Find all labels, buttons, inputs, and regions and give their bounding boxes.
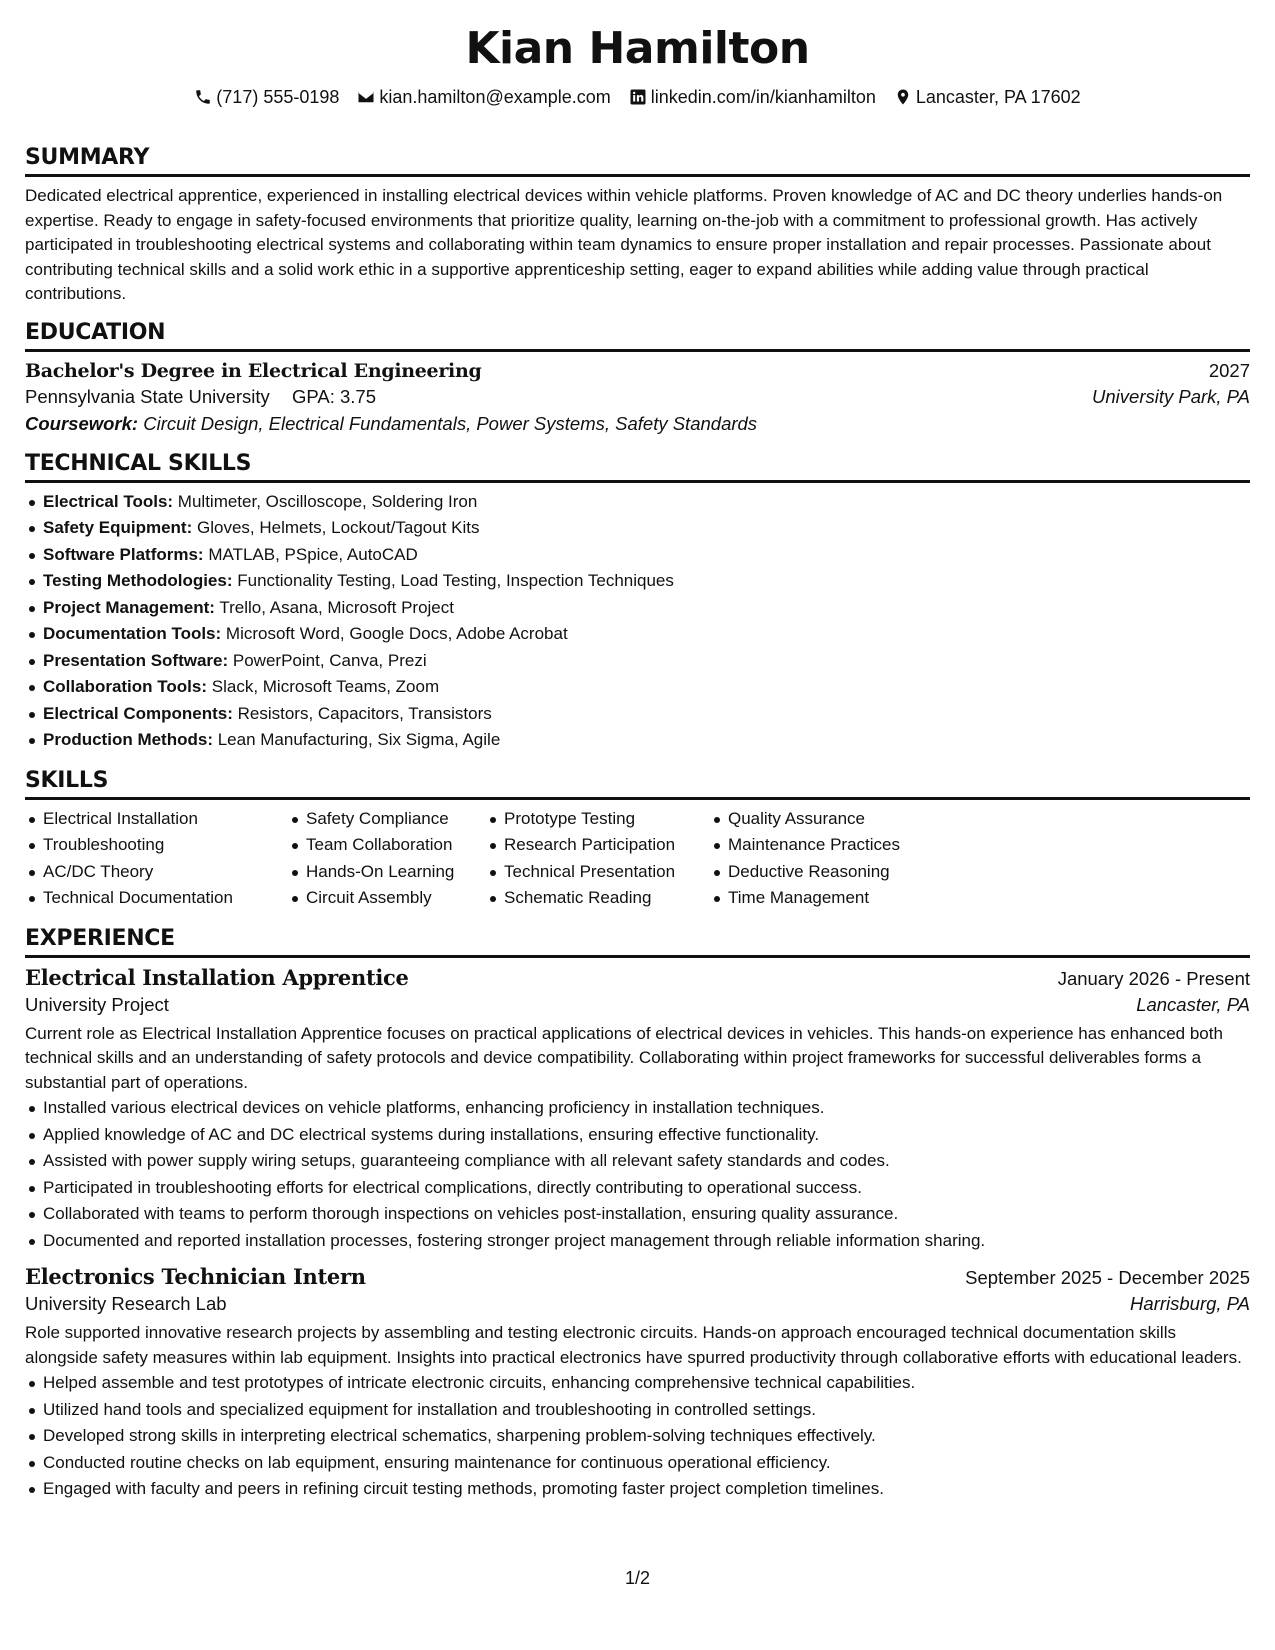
list-item: Documented and reported installation processes, fostering stronger project management through reliable information sharing. [43, 1228, 1250, 1255]
list-item: Technical Documentation [43, 885, 288, 912]
gpa: GPA: 3.75 [292, 385, 376, 407]
contact-location [894, 87, 1081, 108]
job-location: Lancaster, PA [1136, 993, 1250, 1015]
list-item: Quality Assurance [728, 806, 948, 833]
list-item: Production Methods: Lean Manufacturing, Six Sigma, Agile [43, 727, 1250, 754]
experience-heading: EXPERIENCE [25, 926, 1250, 958]
list-item: Documentation Tools: Microsoft Word, Google Docs, Adobe Acrobat [43, 621, 1250, 648]
job-entry [25, 965, 1250, 1255]
list-item: AC/DC Theory [43, 859, 288, 886]
education-section [25, 320, 1250, 435]
location-text: Lancaster, PA 17602 [915, 86, 1081, 107]
skills-column-2 [288, 806, 486, 912]
list-item: Time Management [728, 885, 948, 912]
technical-skills-section [25, 451, 1250, 754]
candidate-name: Kian Hamilton [465, 23, 810, 74]
job-bullets [25, 1370, 1250, 1503]
summary-section [25, 145, 1250, 307]
summary-text: Dedicated electrical apprentice, experienced in installing electrical devices within vehicle platforms. Proven knowledge of AC and DC theory underlies hands-on expertise. Ready to engage in safety-focused environments that prioritize quality, learning on-the-job with a commitment to professional growth. Has actively participated in troubleshooting electrical systems and collaborating within team dynamics to ensure proper installation and repair processes. Passionate about contributing technical skills and a solid work ethic in a supportive apprenticeship setting, eager to expand abilities while adding value through practical contributions. [25, 186, 1223, 303]
technical-skills-list [25, 489, 1250, 754]
job-entry [25, 1264, 1250, 1503]
list-item: Deductive Reasoning [728, 859, 948, 886]
list-item: Participated in troubleshooting efforts for electrical complications, directly contributing to operational success. [43, 1175, 1250, 1202]
list-item: Utilized hand tools and specialized equipment for installation and troubleshooting in controlled settings. [43, 1397, 1250, 1424]
job-dates: September 2025 - December 2025 [965, 1267, 1250, 1288]
contact-email[interactable] [357, 87, 610, 108]
coursework-list: Circuit Design, Electrical Fundamentals, Power Systems, Safety Standards [143, 412, 758, 434]
list-item: Collaborated with teams to perform thorough inspections on vehicles post-installation, ensuring quality assurance. [43, 1201, 1250, 1228]
skills-heading: SKILLS [25, 768, 1250, 800]
job-title: Electronics Technician Intern [25, 1264, 366, 1289]
list-item: Schematic Reading [504, 885, 710, 912]
list-item: Safety Compliance [306, 806, 486, 833]
list-item: Conducted routine checks on lab equipment, ensuring maintenance for continuous operational efficiency. [43, 1450, 1250, 1477]
list-item: Electrical Components: Resistors, Capacitors, Transistors [43, 701, 1250, 728]
linkedin-text: linkedin.com/in/kianhamilton [650, 86, 876, 107]
job-description: Current role as Electrical Installation Apprentice focuses on practical applications of electrical devices in vehicles. This hands-on experience has enhanced both technical skills and an understanding of safety protocols and device compatibility. Collaborating within project frameworks for successful deliverables forms a substantial part of operations. [25, 1023, 1223, 1092]
list-item: Troubleshooting [43, 832, 288, 859]
job-description: Role supported innovative research projects by assembling and testing electronic circuits. Hands-on approach encouraged technical documentation skills alongside safety measures within lab equipment. Insights into practical electronics have spurred productivity through collaborative efforts with educational leaders. [25, 1323, 1242, 1367]
skills-column-3 [486, 806, 710, 912]
list-item: Helped assemble and test prototypes of intricate electronic circuits, enhancing comprehensive technical capabilities. [43, 1370, 1250, 1397]
job-title: Electrical Installation Apprentice [25, 964, 409, 990]
contact-linkedin[interactable] [629, 87, 876, 108]
list-item: Prototype Testing [504, 806, 710, 833]
contact-phone[interactable] [194, 87, 339, 108]
education-heading: EDUCATION [25, 320, 1250, 352]
list-item: Engaged with faculty and peers in refining circuit testing methods, promoting faster project completion timelines. [43, 1476, 1250, 1503]
envelope-icon [357, 88, 375, 106]
job-dates: January 2026 - Present [1057, 967, 1250, 989]
school-name: Pennsylvania State University [25, 385, 270, 407]
contact-bar [25, 82, 1250, 112]
page-number: 1/2 [624, 1568, 651, 1588]
list-item: Circuit Assembly [306, 885, 486, 912]
list-item: Presentation Software: PowerPoint, Canva, Prezi [43, 648, 1250, 675]
degree-title: Bachelor's Degree in Electrical Engineering [25, 359, 482, 382]
list-item: Electrical Installation [43, 806, 288, 833]
map-pin-icon [894, 88, 912, 106]
list-item: Assisted with power supply wiring setups, guaranteeing compliance with all relevant safety standards and codes. [43, 1148, 1250, 1175]
coursework-label: Coursework: [25, 412, 139, 434]
list-item: Installed various electrical devices on vehicle platforms, enhancing proficiency in installation techniques. [43, 1095, 1250, 1122]
email-text: kian.hamilton@example.com [379, 86, 611, 107]
list-item: Applied knowledge of AC and DC electrical systems during installations, ensuring effective functionality. [43, 1122, 1250, 1149]
list-item: Technical Presentation [504, 859, 710, 886]
resume-page [25, 18, 1250, 1503]
phone-text: (717) 555-0198 [216, 86, 340, 107]
skills-column-4 [710, 806, 948, 912]
phone-icon [194, 88, 212, 106]
list-item: Collaboration Tools: Slack, Microsoft Teams, Zoom [43, 674, 1250, 701]
list-item: Maintenance Practices [728, 832, 948, 859]
job-bullets [25, 1095, 1250, 1254]
skills-grid [25, 806, 1250, 912]
skills-section [25, 768, 1250, 912]
technical-skills-heading: TECHNICAL SKILLS [25, 451, 1250, 483]
list-item: Software Platforms: MATLAB, PSpice, AutoCAD [43, 542, 1250, 569]
graduation-year: 2027 [1208, 359, 1250, 381]
job-org: University Research Lab [25, 1293, 227, 1314]
job-location: Harrisburg, PA [1130, 1293, 1250, 1314]
list-item: Developed strong skills in interpreting electrical schematics, sharpening problem-solving techniques effectively. [43, 1423, 1250, 1450]
list-item: Testing Methodologies: Functionality Testing, Load Testing, Inspection Techniques [43, 568, 1250, 595]
job-org: University Project [25, 993, 169, 1015]
coursework [25, 413, 1250, 435]
skills-column-1 [25, 806, 288, 912]
school-location: University Park, PA [1092, 385, 1250, 407]
experience-section [25, 926, 1250, 1503]
list-item: Electrical Tools: Multimeter, Oscilloscope, Soldering Iron [43, 489, 1250, 516]
list-item: Project Management: Trello, Asana, Microsoft Project [43, 595, 1250, 622]
summary-heading: SUMMARY [25, 145, 1250, 177]
list-item: Research Participation [504, 832, 710, 859]
list-item: Team Collaboration [306, 832, 486, 859]
linkedin-icon [629, 88, 647, 106]
list-item: Hands-On Learning [306, 859, 486, 886]
list-item: Safety Equipment: Gloves, Helmets, Lockout/Tagout Kits [43, 515, 1250, 542]
